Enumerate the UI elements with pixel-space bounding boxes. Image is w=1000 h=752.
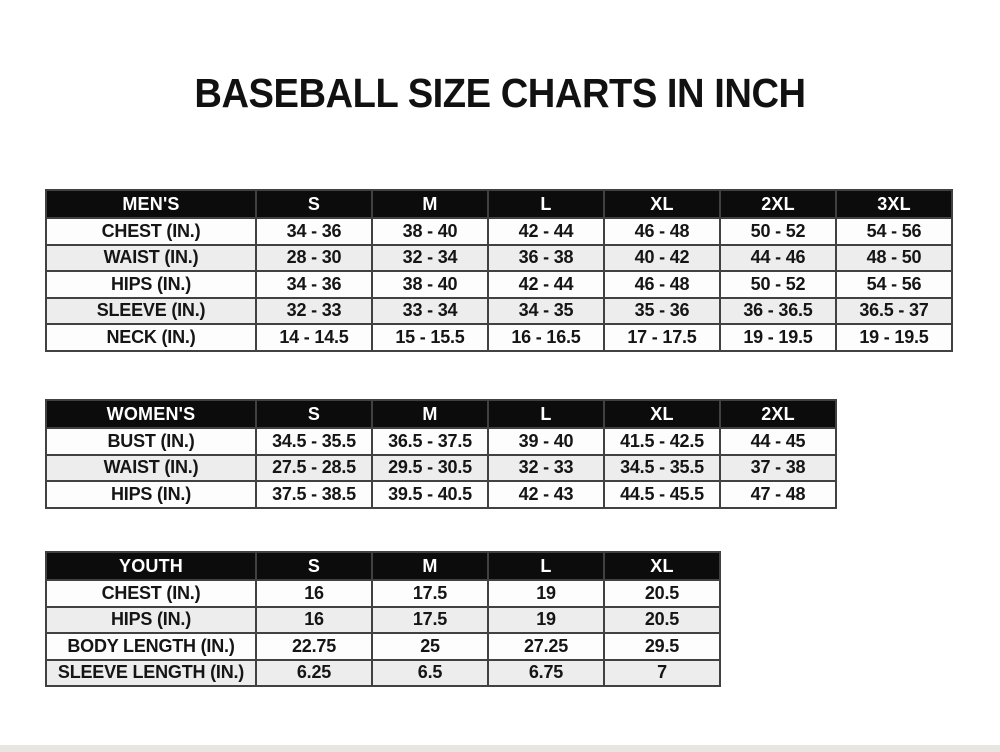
mens-size-table <box>45 189 953 352</box>
size-value-cell: 16 <box>256 580 372 607</box>
row-label-cell: HIPS (IN.) <box>46 607 256 634</box>
size-value-cell: 54 - 56 <box>836 271 952 298</box>
row-label-cell: CHEST (IN.) <box>46 580 256 607</box>
header-row <box>46 400 836 428</box>
size-column-header: M <box>372 552 488 580</box>
size-value-cell: 42 - 44 <box>488 218 604 245</box>
size-value-cell: 39.5 - 40.5 <box>372 481 488 508</box>
size-value-cell: 50 - 52 <box>720 271 836 298</box>
size-column-header: S <box>256 190 372 218</box>
table-row <box>46 245 952 272</box>
size-value-cell: 46 - 48 <box>604 218 720 245</box>
size-column-header: XL <box>604 552 720 580</box>
size-value-cell: 35 - 36 <box>604 298 720 325</box>
row-label-cell: WAIST (IN.) <box>46 245 256 272</box>
size-value-cell: 48 - 50 <box>836 245 952 272</box>
size-column-header: 3XL <box>836 190 952 218</box>
size-value-cell: 16 - 16.5 <box>488 324 604 351</box>
size-value-cell: 46 - 48 <box>604 271 720 298</box>
size-value-cell: 14 - 14.5 <box>256 324 372 351</box>
size-column-header: S <box>256 552 372 580</box>
size-column-header: L <box>488 190 604 218</box>
size-value-cell: 44.5 - 45.5 <box>604 481 720 508</box>
table-row <box>46 455 836 482</box>
size-column-header: 2XL <box>720 190 836 218</box>
size-value-cell: 34 - 36 <box>256 271 372 298</box>
table-title-cell: MEN'S <box>46 190 256 218</box>
size-value-cell: 32 - 33 <box>256 298 372 325</box>
size-column-header: M <box>372 190 488 218</box>
table-title-cell: YOUTH <box>46 552 256 580</box>
header-row <box>46 552 720 580</box>
size-value-cell: 16 <box>256 607 372 634</box>
size-value-cell: 33 - 34 <box>372 298 488 325</box>
size-value-cell: 34.5 - 35.5 <box>604 455 720 482</box>
size-value-cell: 36 - 38 <box>488 245 604 272</box>
size-column-header: 2XL <box>720 400 836 428</box>
scan-edge-band <box>0 745 1000 752</box>
size-value-cell: 19 <box>488 580 604 607</box>
size-column-header: L <box>488 552 604 580</box>
size-value-cell: 7 <box>604 660 720 687</box>
row-label-cell: SLEEVE (IN.) <box>46 298 256 325</box>
table-row <box>46 324 952 351</box>
size-value-cell: 20.5 <box>604 580 720 607</box>
size-value-cell: 40 - 42 <box>604 245 720 272</box>
size-value-cell: 34 - 36 <box>256 218 372 245</box>
row-label-cell: BODY LENGTH (IN.) <box>46 633 256 660</box>
row-label-cell: SLEEVE LENGTH (IN.) <box>46 660 256 687</box>
size-value-cell: 41.5 - 42.5 <box>604 428 720 455</box>
table-row <box>46 607 720 634</box>
table-row <box>46 481 836 508</box>
size-value-cell: 42 - 44 <box>488 271 604 298</box>
size-value-cell: 6.5 <box>372 660 488 687</box>
size-value-cell: 36.5 - 37 <box>836 298 952 325</box>
size-value-cell: 37 - 38 <box>720 455 836 482</box>
size-value-cell: 17.5 <box>372 607 488 634</box>
table-row <box>46 580 720 607</box>
womens-size-table <box>45 399 837 509</box>
table-row <box>46 298 952 325</box>
size-value-cell: 36 - 36.5 <box>720 298 836 325</box>
size-value-cell: 27.25 <box>488 633 604 660</box>
table-row <box>46 428 836 455</box>
page-title: BASEBALL SIZE CHARTS IN INCH <box>194 70 806 116</box>
size-value-cell: 17.5 <box>372 580 488 607</box>
row-label-cell: CHEST (IN.) <box>46 218 256 245</box>
header-row <box>46 190 952 218</box>
size-value-cell: 15 - 15.5 <box>372 324 488 351</box>
row-label-cell: HIPS (IN.) <box>46 481 256 508</box>
table-row <box>46 271 952 298</box>
row-label-cell: HIPS (IN.) <box>46 271 256 298</box>
size-value-cell: 6.25 <box>256 660 372 687</box>
size-value-cell: 47 - 48 <box>720 481 836 508</box>
size-column-header: M <box>372 400 488 428</box>
size-value-cell: 20.5 <box>604 607 720 634</box>
size-value-cell: 44 - 46 <box>720 245 836 272</box>
size-value-cell: 22.75 <box>256 633 372 660</box>
size-value-cell: 37.5 - 38.5 <box>256 481 372 508</box>
table-title-cell: WOMEN'S <box>46 400 256 428</box>
size-value-cell: 19 <box>488 607 604 634</box>
size-value-cell: 50 - 52 <box>720 218 836 245</box>
row-label-cell: WAIST (IN.) <box>46 455 256 482</box>
size-value-cell: 44 - 45 <box>720 428 836 455</box>
size-value-cell: 38 - 40 <box>372 271 488 298</box>
size-value-cell: 42 - 43 <box>488 481 604 508</box>
size-value-cell: 19 - 19.5 <box>720 324 836 351</box>
size-value-cell: 39 - 40 <box>488 428 604 455</box>
size-column-header: S <box>256 400 372 428</box>
size-value-cell: 19 - 19.5 <box>836 324 952 351</box>
table-row <box>46 218 952 245</box>
size-value-cell: 29.5 <box>604 633 720 660</box>
table-row <box>46 633 720 660</box>
size-value-cell: 28 - 30 <box>256 245 372 272</box>
row-label-cell: BUST (IN.) <box>46 428 256 455</box>
row-label-cell: NECK (IN.) <box>46 324 256 351</box>
size-value-cell: 38 - 40 <box>372 218 488 245</box>
size-column-header: XL <box>604 190 720 218</box>
youth-size-table <box>45 551 721 687</box>
size-value-cell: 17 - 17.5 <box>604 324 720 351</box>
size-value-cell: 34 - 35 <box>488 298 604 325</box>
size-value-cell: 34.5 - 35.5 <box>256 428 372 455</box>
size-value-cell: 54 - 56 <box>836 218 952 245</box>
size-value-cell: 32 - 34 <box>372 245 488 272</box>
size-value-cell: 32 - 33 <box>488 455 604 482</box>
size-value-cell: 36.5 - 37.5 <box>372 428 488 455</box>
size-value-cell: 29.5 - 30.5 <box>372 455 488 482</box>
size-value-cell: 27.5 - 28.5 <box>256 455 372 482</box>
size-column-header: L <box>488 400 604 428</box>
size-column-header: XL <box>604 400 720 428</box>
table-row <box>46 660 720 687</box>
size-value-cell: 6.75 <box>488 660 604 687</box>
size-value-cell: 25 <box>372 633 488 660</box>
